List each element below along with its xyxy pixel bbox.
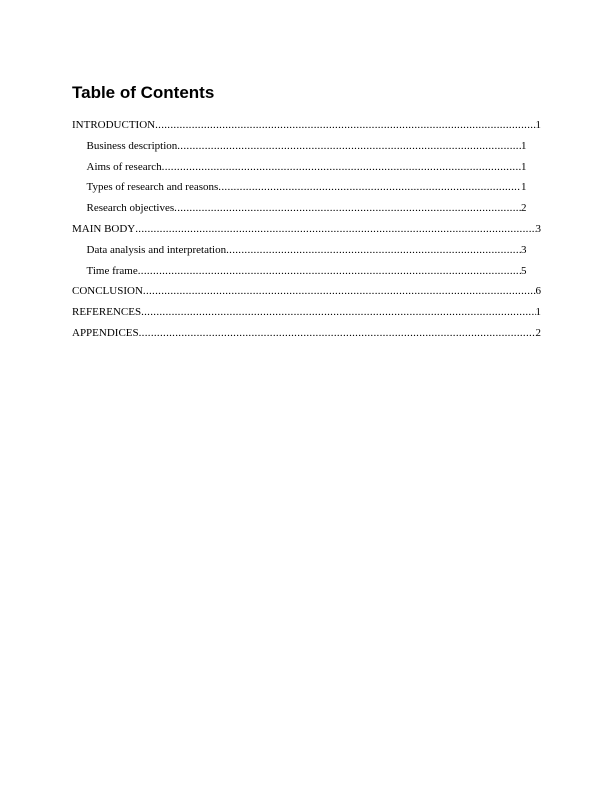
toc-entry[interactable] (72, 261, 541, 282)
toc-dot-leader (138, 261, 521, 282)
toc-entry[interactable] (72, 198, 541, 219)
toc-entry-page-number: 3 (535, 222, 541, 235)
toc-dot-leader (155, 115, 535, 136)
toc-entry-page-number: 1 (535, 306, 541, 319)
toc-entry[interactable] (72, 157, 541, 178)
toc-entry[interactable] (72, 136, 541, 157)
toc-entry-label[interactable]: Business description (86, 139, 178, 152)
toc-list (72, 115, 541, 344)
toc-entry-page-number: 6 (535, 285, 541, 298)
toc-entry-label[interactable]: MAIN BODY (72, 222, 136, 235)
toc-entry-label[interactable]: Data analysis and interpretation (86, 243, 227, 256)
toc-entry-label[interactable]: Aims of research (86, 160, 162, 173)
toc-dot-leader (177, 136, 521, 157)
toc-entry-page-number: 1 (535, 119, 541, 131)
toc-entry-page-number: 1 (521, 139, 527, 152)
toc-dot-leader (218, 177, 521, 198)
toc-entry[interactable] (72, 281, 541, 302)
toc-entry-label[interactable]: INTRODUCTION (72, 119, 156, 131)
toc-entry[interactable] (72, 115, 541, 136)
toc-dot-leader (143, 281, 536, 302)
toc-dot-leader (141, 302, 535, 323)
toc-entry-label[interactable]: CONCLUSION (72, 285, 143, 298)
toc-title: Table of Contents (72, 83, 215, 102)
toc-entry-page-number: 3 (521, 243, 527, 256)
toc-entry-page-number: 1 (521, 181, 527, 194)
toc-dot-leader (174, 198, 521, 219)
toc-entry[interactable] (72, 323, 541, 344)
toc-dot-leader (139, 323, 536, 344)
toc-entry-page-number: 2 (535, 326, 541, 339)
toc-entry-page-number: 1 (521, 160, 527, 173)
toc-entry-label[interactable]: Types of research and reasons (86, 181, 219, 194)
toc-entry-page-number: 2 (521, 202, 527, 215)
toc-entry-page-number: 5 (521, 264, 527, 277)
toc-entry[interactable] (72, 302, 541, 323)
toc-entry[interactable] (72, 240, 541, 261)
toc-entry-label[interactable]: Research objectives (86, 202, 175, 215)
toc-entry-label[interactable]: APPENDICES (72, 326, 139, 339)
toc-dot-leader (135, 219, 535, 240)
toc-entry[interactable] (72, 177, 541, 198)
toc-entry-label[interactable]: Time frame (86, 264, 138, 277)
toc-dot-leader (226, 240, 521, 261)
toc-entry-label[interactable]: REFERENCES (72, 306, 142, 319)
toc-dot-leader (162, 157, 521, 178)
toc-entry[interactable] (72, 219, 541, 240)
